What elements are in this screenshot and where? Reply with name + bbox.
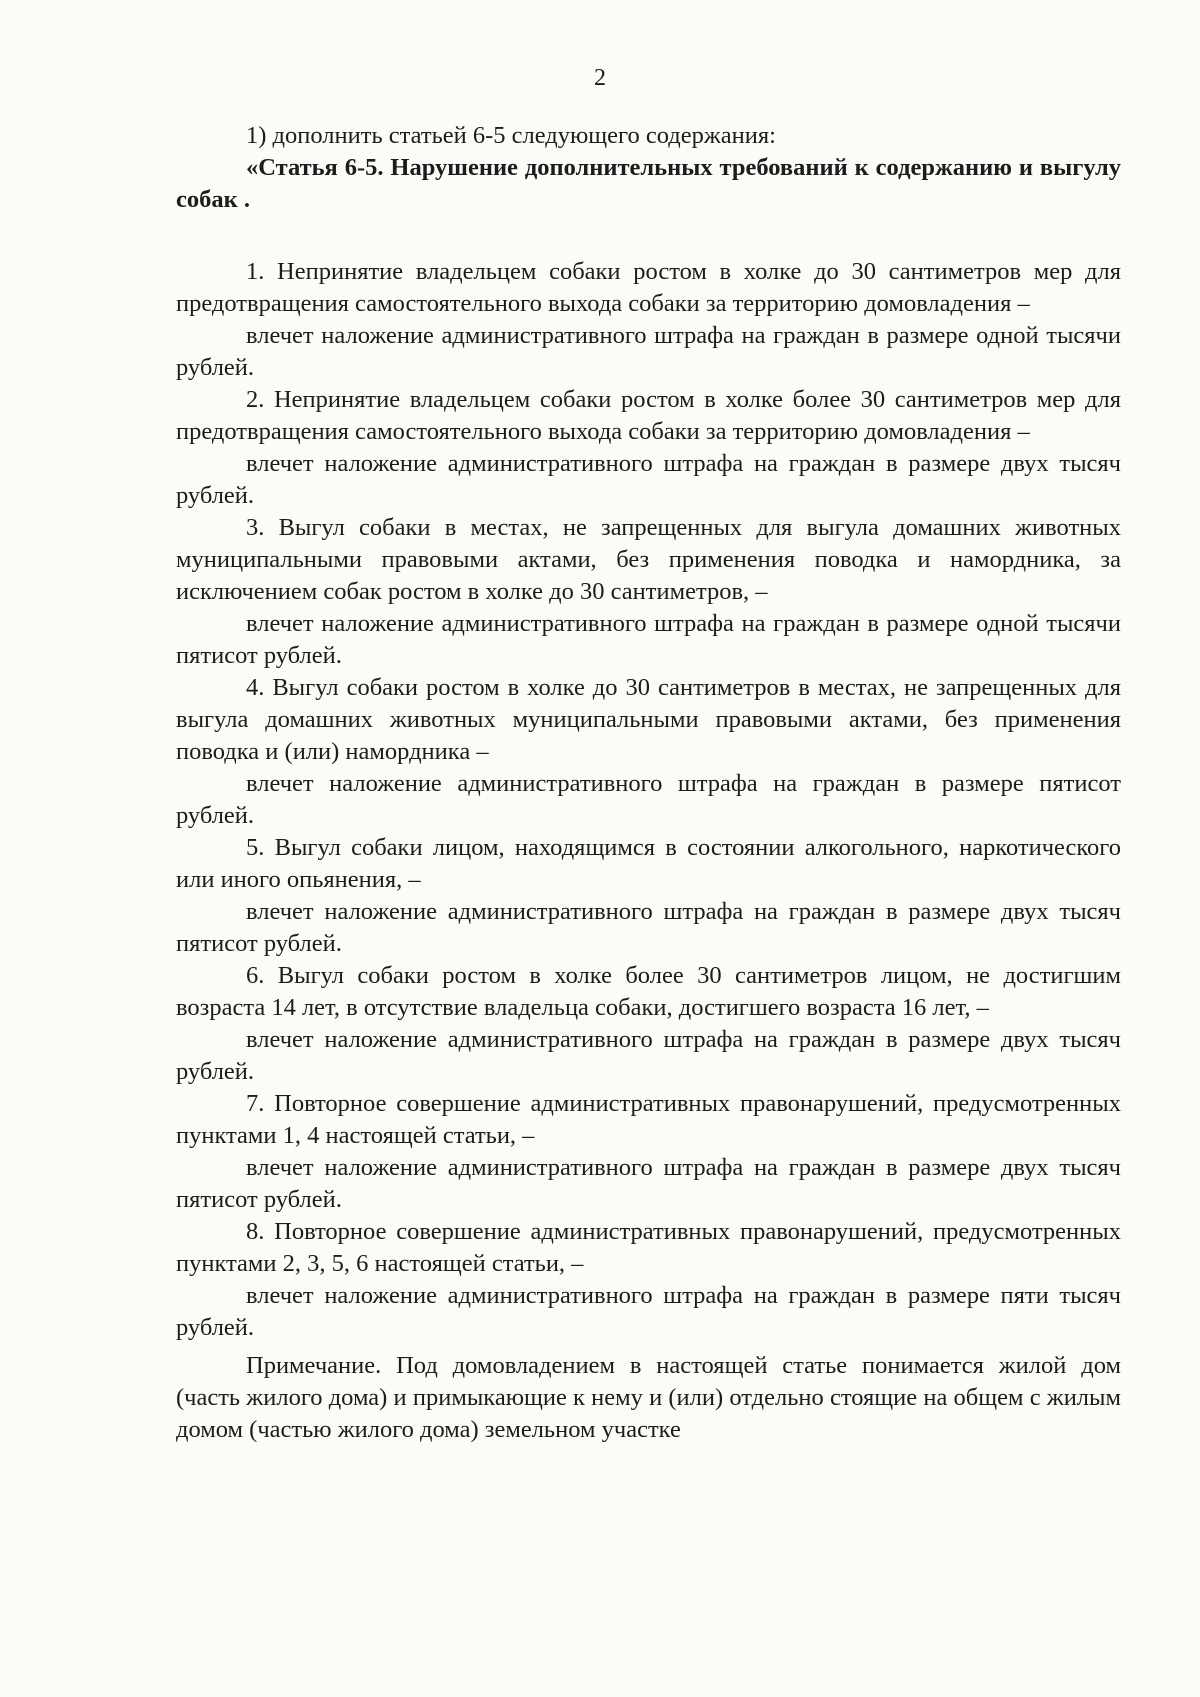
- amendment-intro: 1) дополнить статьей 6-5 следующего содержания:: [246, 122, 776, 149]
- article-item-3: [176, 512, 1121, 672]
- penalty-text: влечет наложение административного штрафа на граждан в размере двух тысяч рублей.: [176, 1026, 1121, 1085]
- article-note: Примечание. Под домовладением в настоящей статье понимается жилой дом (часть жилого дома) и примыкающие к нему и (или) отдельно стоящие на общем с жилым домом (частью жилого дома) земельном участке: [176, 1352, 1121, 1443]
- penalty-text: влечет наложение административного штрафа на граждан в размере двух тысяч пятисот рублей.: [176, 898, 1121, 957]
- article-item-4: [176, 672, 1121, 832]
- penalty-text: влечет наложение административного штрафа на граждан в размере двух тысяч рублей.: [176, 450, 1121, 509]
- offense-text: 3. Выгул собаки в местах, не запрещенных для выгула домашних животных муниципальными правовыми актами, без применения поводка и намордника, за исключением собак ростом в холке до 30 сантиметров, –: [176, 514, 1121, 605]
- page-number: 2: [594, 65, 606, 91]
- penalty-text: влечет наложение административного штрафа на граждан в размере одной тысячи пятисот рублей.: [176, 610, 1121, 669]
- article-item-6: [176, 960, 1121, 1088]
- article-item-1: [176, 256, 1121, 384]
- offense-text: 6. Выгул собаки ростом в холке более 30 сантиметров лицом, не достигшим возраста 14 лет, в отсутствие владельца собаки, достигшего возраста 16 лет, –: [176, 962, 1121, 1021]
- article-item-8: [176, 1216, 1121, 1344]
- offense-text: 1. Непринятие владельцем собаки ростом в холке до 30 сантиметров мер для предотвращения самостоятельного выхода собаки за территорию домовладения –: [176, 258, 1121, 317]
- offense-text: 7. Повторное совершение административных правонарушений, предусмотренных пунктами 1, 4 настоящей статьи, –: [176, 1090, 1121, 1149]
- article-item-2: [176, 384, 1121, 512]
- offense-text: 2. Непринятие владельцем собаки ростом в холке более 30 сантиметров мер для предотвращения самостоятельного выхода собаки за территорию домовладения –: [176, 386, 1121, 445]
- penalty-text: влечет наложение административного штрафа на граждан в размере пятисот рублей.: [176, 770, 1121, 829]
- article-item-5: [176, 832, 1121, 960]
- penalty-text: влечет наложение административного штрафа на граждан в размере двух тысяч пятисот рублей.: [176, 1154, 1121, 1213]
- penalty-text: влечет наложение административного штрафа на граждан в размере одной тысячи рублей.: [176, 322, 1121, 381]
- offense-text: 8. Повторное совершение административных правонарушений, предусмотренных пунктами 2, 3, 5, 6 настоящей статьи, –: [176, 1218, 1121, 1277]
- offense-text: 5. Выгул собаки лицом, находящимся в состоянии алкогольного, наркотического или иного опьянения, –: [176, 834, 1121, 893]
- article-title: «Статья 6-5. Нарушение дополнительных требований к содержанию и выгулу собак .: [176, 154, 1121, 213]
- article-item-7: [176, 1088, 1121, 1216]
- document-body: [176, 120, 1121, 1446]
- penalty-text: влечет наложение административного штрафа на граждан в размере пяти тысяч рублей.: [176, 1282, 1121, 1341]
- offense-text: 4. Выгул собаки ростом в холке до 30 сантиметров в местах, не запрещенных для выгула домашних животных муниципальными правовыми актами, без применения поводка и (или) намордника –: [176, 674, 1121, 765]
